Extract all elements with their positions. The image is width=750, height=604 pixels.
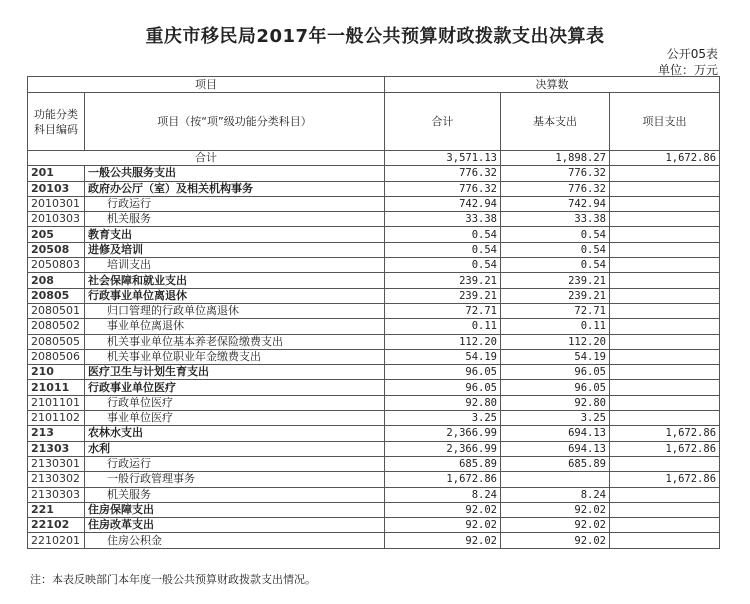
- row-code: 213: [28, 426, 85, 441]
- row-basic: 742.94: [501, 196, 610, 211]
- unit-label: 单位：万元: [657, 63, 718, 77]
- row-name: 培训支出: [85, 258, 385, 273]
- row-code: 2010303: [28, 212, 85, 227]
- table-row: [28, 242, 720, 257]
- table-row: [28, 319, 720, 334]
- table-row: [28, 518, 720, 533]
- row-project: [610, 212, 720, 227]
- row-total: 776.32: [385, 181, 501, 196]
- row-project: [610, 227, 720, 242]
- row-code: 2130303: [28, 487, 85, 502]
- row-total: 8.24: [385, 487, 501, 502]
- row-total: 742.94: [385, 196, 501, 211]
- row-code: 2101102: [28, 411, 85, 426]
- row-name: 一般行政管理事务: [85, 472, 385, 487]
- row-project: [610, 487, 720, 502]
- table-row: [28, 303, 720, 318]
- row-basic: 694.13: [501, 441, 610, 456]
- row-project: [610, 533, 720, 548]
- row-code: 2210201: [28, 533, 85, 548]
- row-total: 92.02: [385, 518, 501, 533]
- row-name: 事业单位医疗: [85, 411, 385, 426]
- row-total: 3.25: [385, 411, 501, 426]
- table-row: [28, 441, 720, 456]
- row-total: 2,366.99: [385, 426, 501, 441]
- row-basic: 92.02: [501, 518, 610, 533]
- row-basic: 0.54: [501, 258, 610, 273]
- row-basic: 92.80: [501, 395, 610, 410]
- table-row: [28, 533, 720, 548]
- header-project-expenditure: 项目支出: [610, 93, 720, 151]
- header-total: 合计: [385, 93, 501, 151]
- row-project: [610, 288, 720, 303]
- table-row: [28, 426, 720, 441]
- row-total: 685.89: [385, 456, 501, 471]
- row-code: 205: [28, 227, 85, 242]
- row-name: 一般公共服务支出: [85, 166, 385, 181]
- row-code: 2130302: [28, 472, 85, 487]
- row-basic: 239.21: [501, 273, 610, 288]
- table-row: [28, 196, 720, 211]
- row-name: 行政事业单位医疗: [85, 380, 385, 395]
- row-code: 210: [28, 365, 85, 380]
- row-code: 20103: [28, 181, 85, 196]
- row-basic: 3.25: [501, 411, 610, 426]
- row-basic: 33.38: [501, 212, 610, 227]
- row-name: 住房保障支出: [85, 502, 385, 517]
- row-project: [610, 303, 720, 318]
- row-basic: 776.32: [501, 181, 610, 196]
- row-project: [610, 365, 720, 380]
- row-basic: 685.89: [501, 456, 610, 471]
- row-total: 239.21: [385, 273, 501, 288]
- row-code: 2080501: [28, 303, 85, 318]
- table-row: [28, 395, 720, 410]
- row-project: [610, 242, 720, 257]
- row-total: 96.05: [385, 380, 501, 395]
- row-total: 112.20: [385, 334, 501, 349]
- row-total: 239.21: [385, 288, 501, 303]
- table-row: [28, 349, 720, 364]
- row-project: [610, 518, 720, 533]
- table-row: [28, 288, 720, 303]
- row-code: 20805: [28, 288, 85, 303]
- table-row: [28, 227, 720, 242]
- row-total: 0.54: [385, 258, 501, 273]
- row-project: 1,672.86: [610, 472, 720, 487]
- row-name: 医疗卫生与计划生育支出: [85, 365, 385, 380]
- form-number: 公开05表: [666, 47, 718, 61]
- table-row: [28, 502, 720, 517]
- row-total: 33.38: [385, 212, 501, 227]
- row-project: 1,672.86: [610, 426, 720, 441]
- row-project: [610, 349, 720, 364]
- row-name: 行政单位医疗: [85, 395, 385, 410]
- row-total: 776.32: [385, 166, 501, 181]
- row-total: 54.19: [385, 349, 501, 364]
- row-project: [610, 166, 720, 181]
- row-name: 住房公积金: [85, 533, 385, 548]
- row-name: 住房改革支出: [85, 518, 385, 533]
- row-total: 0.54: [385, 242, 501, 257]
- table-row: [28, 181, 720, 196]
- row-code: 2080506: [28, 349, 85, 364]
- row-total: 1,672.86: [385, 472, 501, 487]
- row-code: 208: [28, 273, 85, 288]
- row-name: 机关服务: [85, 212, 385, 227]
- row-project: [610, 380, 720, 395]
- row-basic: 8.24: [501, 487, 610, 502]
- row-code: 20508: [28, 242, 85, 257]
- row-name: 机关事业单位职业年金缴费支出: [85, 349, 385, 364]
- row-project: [610, 334, 720, 349]
- row-project: 1,672.86: [610, 441, 720, 456]
- row-basic: 96.05: [501, 365, 610, 380]
- header-project: 项目: [28, 77, 385, 93]
- table-row: [28, 334, 720, 349]
- row-code: 21011: [28, 380, 85, 395]
- header-basic: 基本支出: [501, 93, 610, 151]
- total-label: 合计: [28, 151, 385, 166]
- row-total: 0.54: [385, 227, 501, 242]
- row-code: 221: [28, 502, 85, 517]
- row-code: 2130301: [28, 456, 85, 471]
- row-code: 2010301: [28, 196, 85, 211]
- row-basic: 54.19: [501, 349, 610, 364]
- table-row: [28, 472, 720, 487]
- row-code: 22102: [28, 518, 85, 533]
- row-total: 92.80: [385, 395, 501, 410]
- row-project: [610, 181, 720, 196]
- row-project: [610, 258, 720, 273]
- row-project: [610, 502, 720, 517]
- row-basic: 92.02: [501, 502, 610, 517]
- expenditure-table: [27, 76, 720, 549]
- row-total: 96.05: [385, 365, 501, 380]
- row-name: 农林水支出: [85, 426, 385, 441]
- header-final-accounts: 决算数: [385, 77, 720, 93]
- row-basic: 694.13: [501, 426, 610, 441]
- row-name: 行政事业单位离退休: [85, 288, 385, 303]
- row-basic: [501, 472, 610, 487]
- header-name: 项目（按“项”级功能分类科目）: [85, 93, 385, 151]
- row-total: 92.02: [385, 502, 501, 517]
- table-row: [28, 487, 720, 502]
- row-total: 2,366.99: [385, 441, 501, 456]
- row-name: 事业单位离退休: [85, 319, 385, 334]
- basic-value: 1,898.27: [501, 151, 610, 166]
- table-row: [28, 166, 720, 181]
- row-total: 0.11: [385, 319, 501, 334]
- page-title: 重庆市移民局2017年一般公共预算财政拨款支出决算表: [145, 26, 605, 47]
- row-name: 社会保障和就业支出: [85, 273, 385, 288]
- row-code: 21303: [28, 441, 85, 456]
- total-row: [28, 151, 720, 166]
- row-code: 2080505: [28, 334, 85, 349]
- table-row: [28, 365, 720, 380]
- row-name: 行政运行: [85, 456, 385, 471]
- table-row: [28, 380, 720, 395]
- table-row: [28, 456, 720, 471]
- row-basic: 96.05: [501, 380, 610, 395]
- project-value: 1,672.86: [610, 151, 720, 166]
- row-basic: 0.54: [501, 242, 610, 257]
- row-name: 机关事业单位基本养老保险缴费支出: [85, 334, 385, 349]
- row-basic: 0.54: [501, 227, 610, 242]
- row-basic: 239.21: [501, 288, 610, 303]
- table-row: [28, 258, 720, 273]
- row-basic: 776.32: [501, 166, 610, 181]
- total-value: 3,571.13: [385, 151, 501, 166]
- table-body: [28, 151, 720, 549]
- row-basic: 92.02: [501, 533, 610, 548]
- row-name: 进修及培训: [85, 242, 385, 257]
- row-name: 机关服务: [85, 487, 385, 502]
- row-code: 201: [28, 166, 85, 181]
- footnote: 注：本表反映部门本年度一般公共预算财政拨款支出情况。: [30, 573, 316, 586]
- row-name: 政府办公厅（室）及相关机构事务: [85, 181, 385, 196]
- header-code: 功能分类科目编码: [28, 93, 85, 151]
- row-name: 教育支出: [85, 227, 385, 242]
- row-basic: 0.11: [501, 319, 610, 334]
- row-project: [610, 395, 720, 410]
- row-name: 行政运行: [85, 196, 385, 211]
- row-project: [610, 456, 720, 471]
- row-total: 72.71: [385, 303, 501, 318]
- row-name: 归口管理的行政单位离退休: [85, 303, 385, 318]
- row-project: [610, 411, 720, 426]
- table-row: [28, 212, 720, 227]
- row-basic: 112.20: [501, 334, 610, 349]
- row-project: [610, 273, 720, 288]
- row-project: [610, 196, 720, 211]
- table-row: [28, 411, 720, 426]
- row-name: 水利: [85, 441, 385, 456]
- table-row: [28, 273, 720, 288]
- row-project: [610, 319, 720, 334]
- row-code: 2101101: [28, 395, 85, 410]
- row-code: 2050803: [28, 258, 85, 273]
- row-basic: 72.71: [501, 303, 610, 318]
- row-code: 2080502: [28, 319, 85, 334]
- row-total: 92.02: [385, 533, 501, 548]
